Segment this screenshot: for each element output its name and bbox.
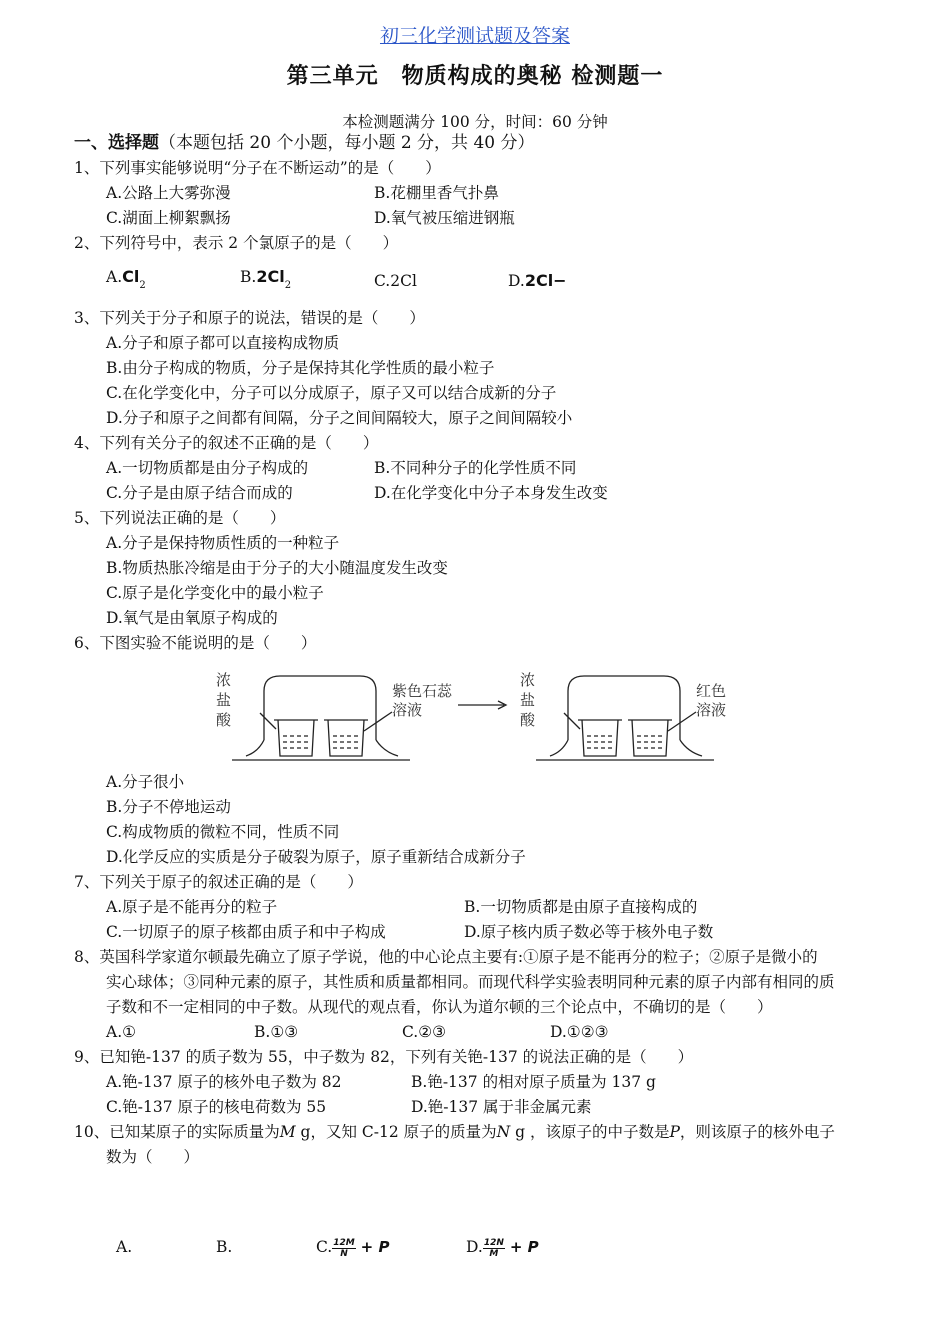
question-8-stem-line-2: 实心球体；③同种元素的原子，其性质和质量都相同。而现代科学实验表明同种元素的原子内部有相同的质	[106, 973, 835, 991]
option-a: A.铯-137 原子的核外电子数为 82	[106, 1073, 342, 1091]
option-a: A.一切物质都是由分子构成的	[106, 459, 309, 477]
option-c: C.原子是化学变化中的最小粒子	[106, 584, 324, 602]
question-4	[74, 431, 894, 506]
question-9	[74, 1045, 894, 1120]
option-b: B.花棚里香气扑鼻	[374, 184, 499, 202]
question-3	[74, 306, 894, 431]
question-10-stem-line-2: 数为（ ）	[106, 1148, 200, 1166]
option-d: D.在化学变化中分子本身发生改变	[374, 484, 608, 502]
question-6-stem: 6、下图实验不能说明的是（ ）	[74, 634, 317, 652]
header-link-title[interactable]: 初三化学测试题及答案	[379, 25, 570, 47]
label-right-liquid: 红色溶液	[696, 682, 727, 719]
option-a: A.原子是不能再分的粒子	[106, 898, 278, 916]
question-5-stem: 5、下列说法正确的是（ ）	[74, 509, 286, 527]
exam-info: 本检测题满分 100 分，时间：60 分钟	[342, 113, 608, 131]
question-2-stem: 2、下列符号中，表示 2 个氯原子的是（ ）	[74, 234, 399, 252]
symbol-2cl-ion: 2Cl−	[524, 271, 567, 290]
option-a: A.	[116, 1238, 133, 1256]
experiment-diagram	[74, 656, 894, 770]
option-a: A.分子是保持物质性质的一种粒子	[106, 534, 340, 552]
label-right-acid: 浓盐酸	[520, 671, 536, 729]
question-6	[74, 631, 894, 870]
question-1	[74, 156, 894, 231]
section-note: （本题包括 20 个小题，每小题 2 分，共 40 分）	[159, 133, 535, 153]
symbol-2cl2: 2Cl	[256, 267, 285, 286]
option-b: B.分子不停地运动	[106, 798, 231, 816]
option-c: C.2Cl	[374, 271, 417, 290]
option-b: B.由分子构成的物质，分子是保持其化学性质的最小粒子	[106, 359, 495, 377]
question-3-stem: 3、下列关于分子和原子的说法，错误的是（ ）	[74, 309, 425, 327]
option-c: C.②③	[402, 1023, 447, 1041]
label-left-acid: 浓盐酸	[216, 671, 232, 729]
option-b: B.物质热胀冷缩是由于分子的大小随温度发生改变	[106, 559, 448, 577]
option-d: D.氧气被压缩进钢瓶	[374, 209, 515, 227]
option-d: D. $\frac{12N}{M}$ + P	[466, 1237, 539, 1259]
question-1-stem: 1、下列事实能够说明“分子在不断运动”的是（ ）	[74, 159, 441, 177]
option-b: B.不同种分子的化学性质不同	[374, 459, 577, 477]
question-7-stem: 7、下列关于原子的叙述正确的是（ ）	[74, 873, 363, 891]
option-c: C.一切原子的原子核都由质子和中子构成	[106, 923, 386, 941]
symbol-cl2: Cl	[122, 267, 140, 286]
option-b: B.一切物质都是由原子直接构成的	[464, 898, 698, 916]
option-c: C. $\frac{12M}{N}$ + P	[316, 1237, 390, 1259]
option-c: C.铯-137 原子的核电荷数为 55	[106, 1098, 327, 1116]
option-b: $B.2Cl_2$	[240, 267, 292, 291]
question-9-stem: 9、已知铯-137 的质子数为 55，中子数为 82，下列有关铯-137 的说法正确的是（ ）	[74, 1048, 694, 1066]
option-d: D.2Cl−	[508, 271, 567, 290]
option-d: D.化学反应的实质是分子破裂为原子，原子重新结合成新分子	[106, 848, 526, 866]
section-label: 一、选择题	[74, 133, 159, 153]
option-d: D.①②③	[550, 1023, 609, 1041]
option-b: B.①③	[254, 1023, 299, 1041]
question-5	[74, 506, 894, 631]
option-a: A.公路上大雾弥漫	[106, 184, 231, 202]
option-d: D.原子核内质子数必等于核外电子数	[464, 923, 714, 941]
question-8-stem-line-1: 8、英国科学家道尔顿最先确立了原子学说，他的中心论点主要有:①原子是不能再分的粒子；②原子是微小的	[74, 948, 818, 966]
option-c: C.湖面上柳絮飘扬	[106, 209, 231, 227]
fraction-12m-over-n: $\frac{12M}{N}$	[333, 1237, 355, 1259]
option-c: C.分子是由原子结合而成的	[106, 484, 293, 502]
question-10	[74, 1120, 894, 1260]
option-a: A.分子很小	[106, 773, 185, 791]
question-4-stem: 4、下列有关分子的叙述不正确的是（ ）	[74, 434, 379, 452]
option-b: B.铯-137 的相对原子质量为 137 g	[411, 1073, 656, 1091]
option-d: D.氧气是由氧原子构成的	[106, 609, 278, 627]
label-left-liquid: 紫色石蕊溶液	[392, 682, 453, 719]
option-d: D.铯-137 属于非金属元素	[411, 1098, 592, 1116]
question-list	[74, 131, 894, 1260]
question-8-stem-line-3: 子数和不一定相同的中子数。从现代的观点看，你认为道尔顿的三个论点中，不确切的是（ ）	[106, 998, 773, 1016]
option-a: A.分子和原子都可以直接构成物质	[106, 334, 340, 352]
fraction-12n-over-m: $\frac{12N}{M}$	[483, 1237, 504, 1259]
option-a: $A.Cl_2$	[106, 267, 146, 291]
option-d: D.分子和原子之间都有间隔，分子之间间隔较大，原子之间间隔较小	[106, 409, 573, 427]
experiment-figure	[74, 656, 894, 770]
question-2	[74, 231, 894, 306]
page-title: 第三单元 物质构成的奥秘 检测题一	[286, 64, 664, 89]
section-heading	[74, 131, 894, 156]
question-7	[74, 870, 894, 945]
q10-options	[116, 1170, 894, 1260]
question-10-stem-line-1: 10、已知某原子的实际质量为M g，又知 C-12 原子的质量为N g ，该原子的中子数是P，则该原子的核外电子	[74, 1123, 835, 1141]
option-a: A.①	[106, 1023, 137, 1041]
option-c: C.在化学变化中，分子可以分成原子，原子又可以结合成新的分子	[106, 384, 557, 402]
option-c: C.构成物质的微粒不同，性质不同	[106, 823, 340, 841]
option-b: B.	[216, 1238, 233, 1256]
question-8	[74, 945, 894, 1045]
